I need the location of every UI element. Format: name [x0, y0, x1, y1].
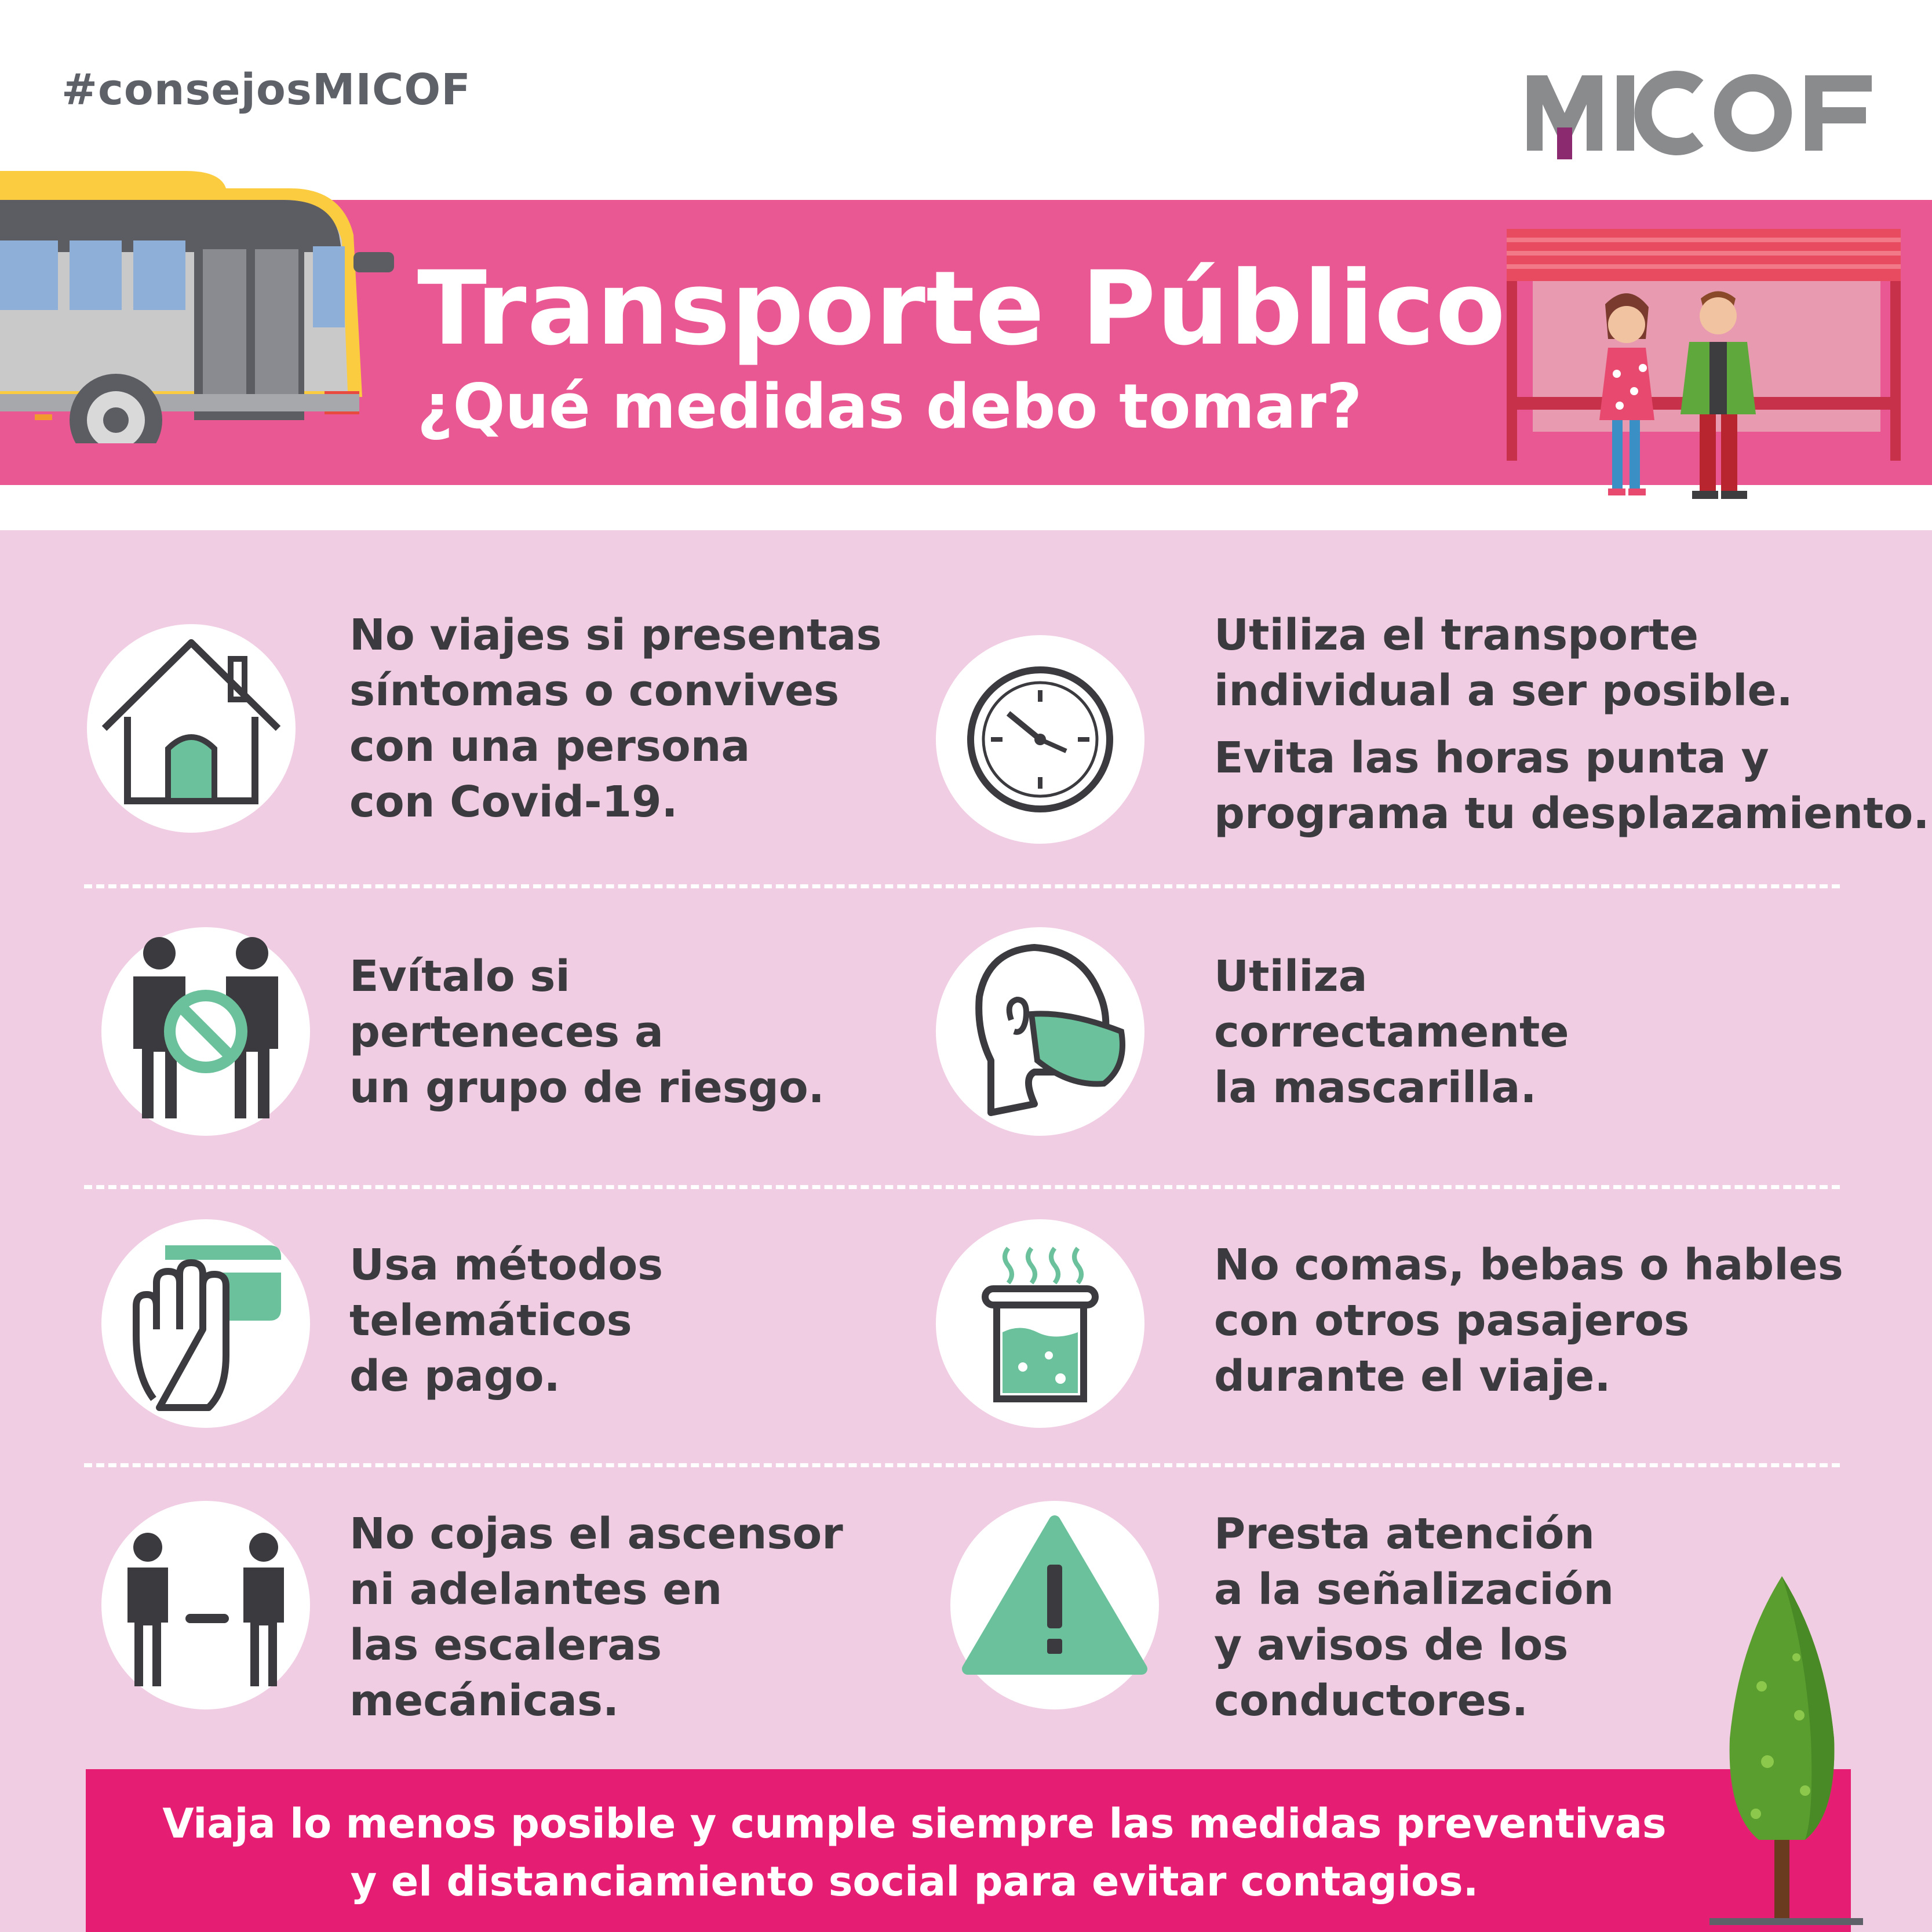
hot-drink-icon — [936, 1219, 1144, 1428]
contactless-card-icon — [101, 1219, 310, 1428]
tip-individual-transport: Utiliza el transporte individual a ser posible. — [1214, 610, 1793, 716]
tip-symptoms: No viajes si presentas síntomas o convives con una persona con Covid-19. — [349, 610, 882, 827]
page-title: Transporte Público — [417, 249, 1506, 368]
house-icon — [87, 624, 296, 833]
tip-eating: No comas, bebas o hables con otros pasajeros durante el viaje. — [1214, 1240, 1843, 1401]
micof-logo — [1524, 64, 1883, 162]
bus-illustration — [0, 165, 400, 443]
clock-icon — [936, 635, 1144, 844]
tree-illustration — [1704, 1570, 1878, 1930]
tip-risk-group: Evítalo si perteneces a un grupo de riesgo. — [349, 952, 825, 1113]
page-subtitle: ¿Qué medidas debo tomar? — [417, 371, 1362, 442]
mask-icon — [936, 927, 1144, 1136]
hashtag: #consejosMICOF — [61, 65, 471, 115]
warning-icon — [950, 1501, 1159, 1709]
tip-signals: Presta atención a la señalización y avisos de los conductores. — [1214, 1509, 1614, 1726]
distance-icon — [101, 1501, 310, 1709]
bus-stop-illustration — [1501, 223, 1907, 513]
row-divider — [84, 1463, 1840, 1467]
tip-payment: Usa métodos telemáticos de pago. — [349, 1240, 664, 1401]
tip-rush-hours: Evita las horas punta y programa tu desplazamiento. — [1214, 733, 1930, 839]
tip-mask: Utiliza correctamente la mascarilla. — [1214, 952, 1569, 1113]
footer-message: Viaja lo menos posible y cumple siempre las medidas preventivas y el distanciamiento social para evitar contagios. — [162, 1800, 1667, 1905]
row-divider — [84, 1185, 1840, 1189]
tip-distance: No cojas el ascensor ni adelantes en las escaleras mecánicas. — [349, 1509, 843, 1726]
row-divider — [84, 884, 1840, 888]
risk-group-icon — [101, 927, 310, 1136]
